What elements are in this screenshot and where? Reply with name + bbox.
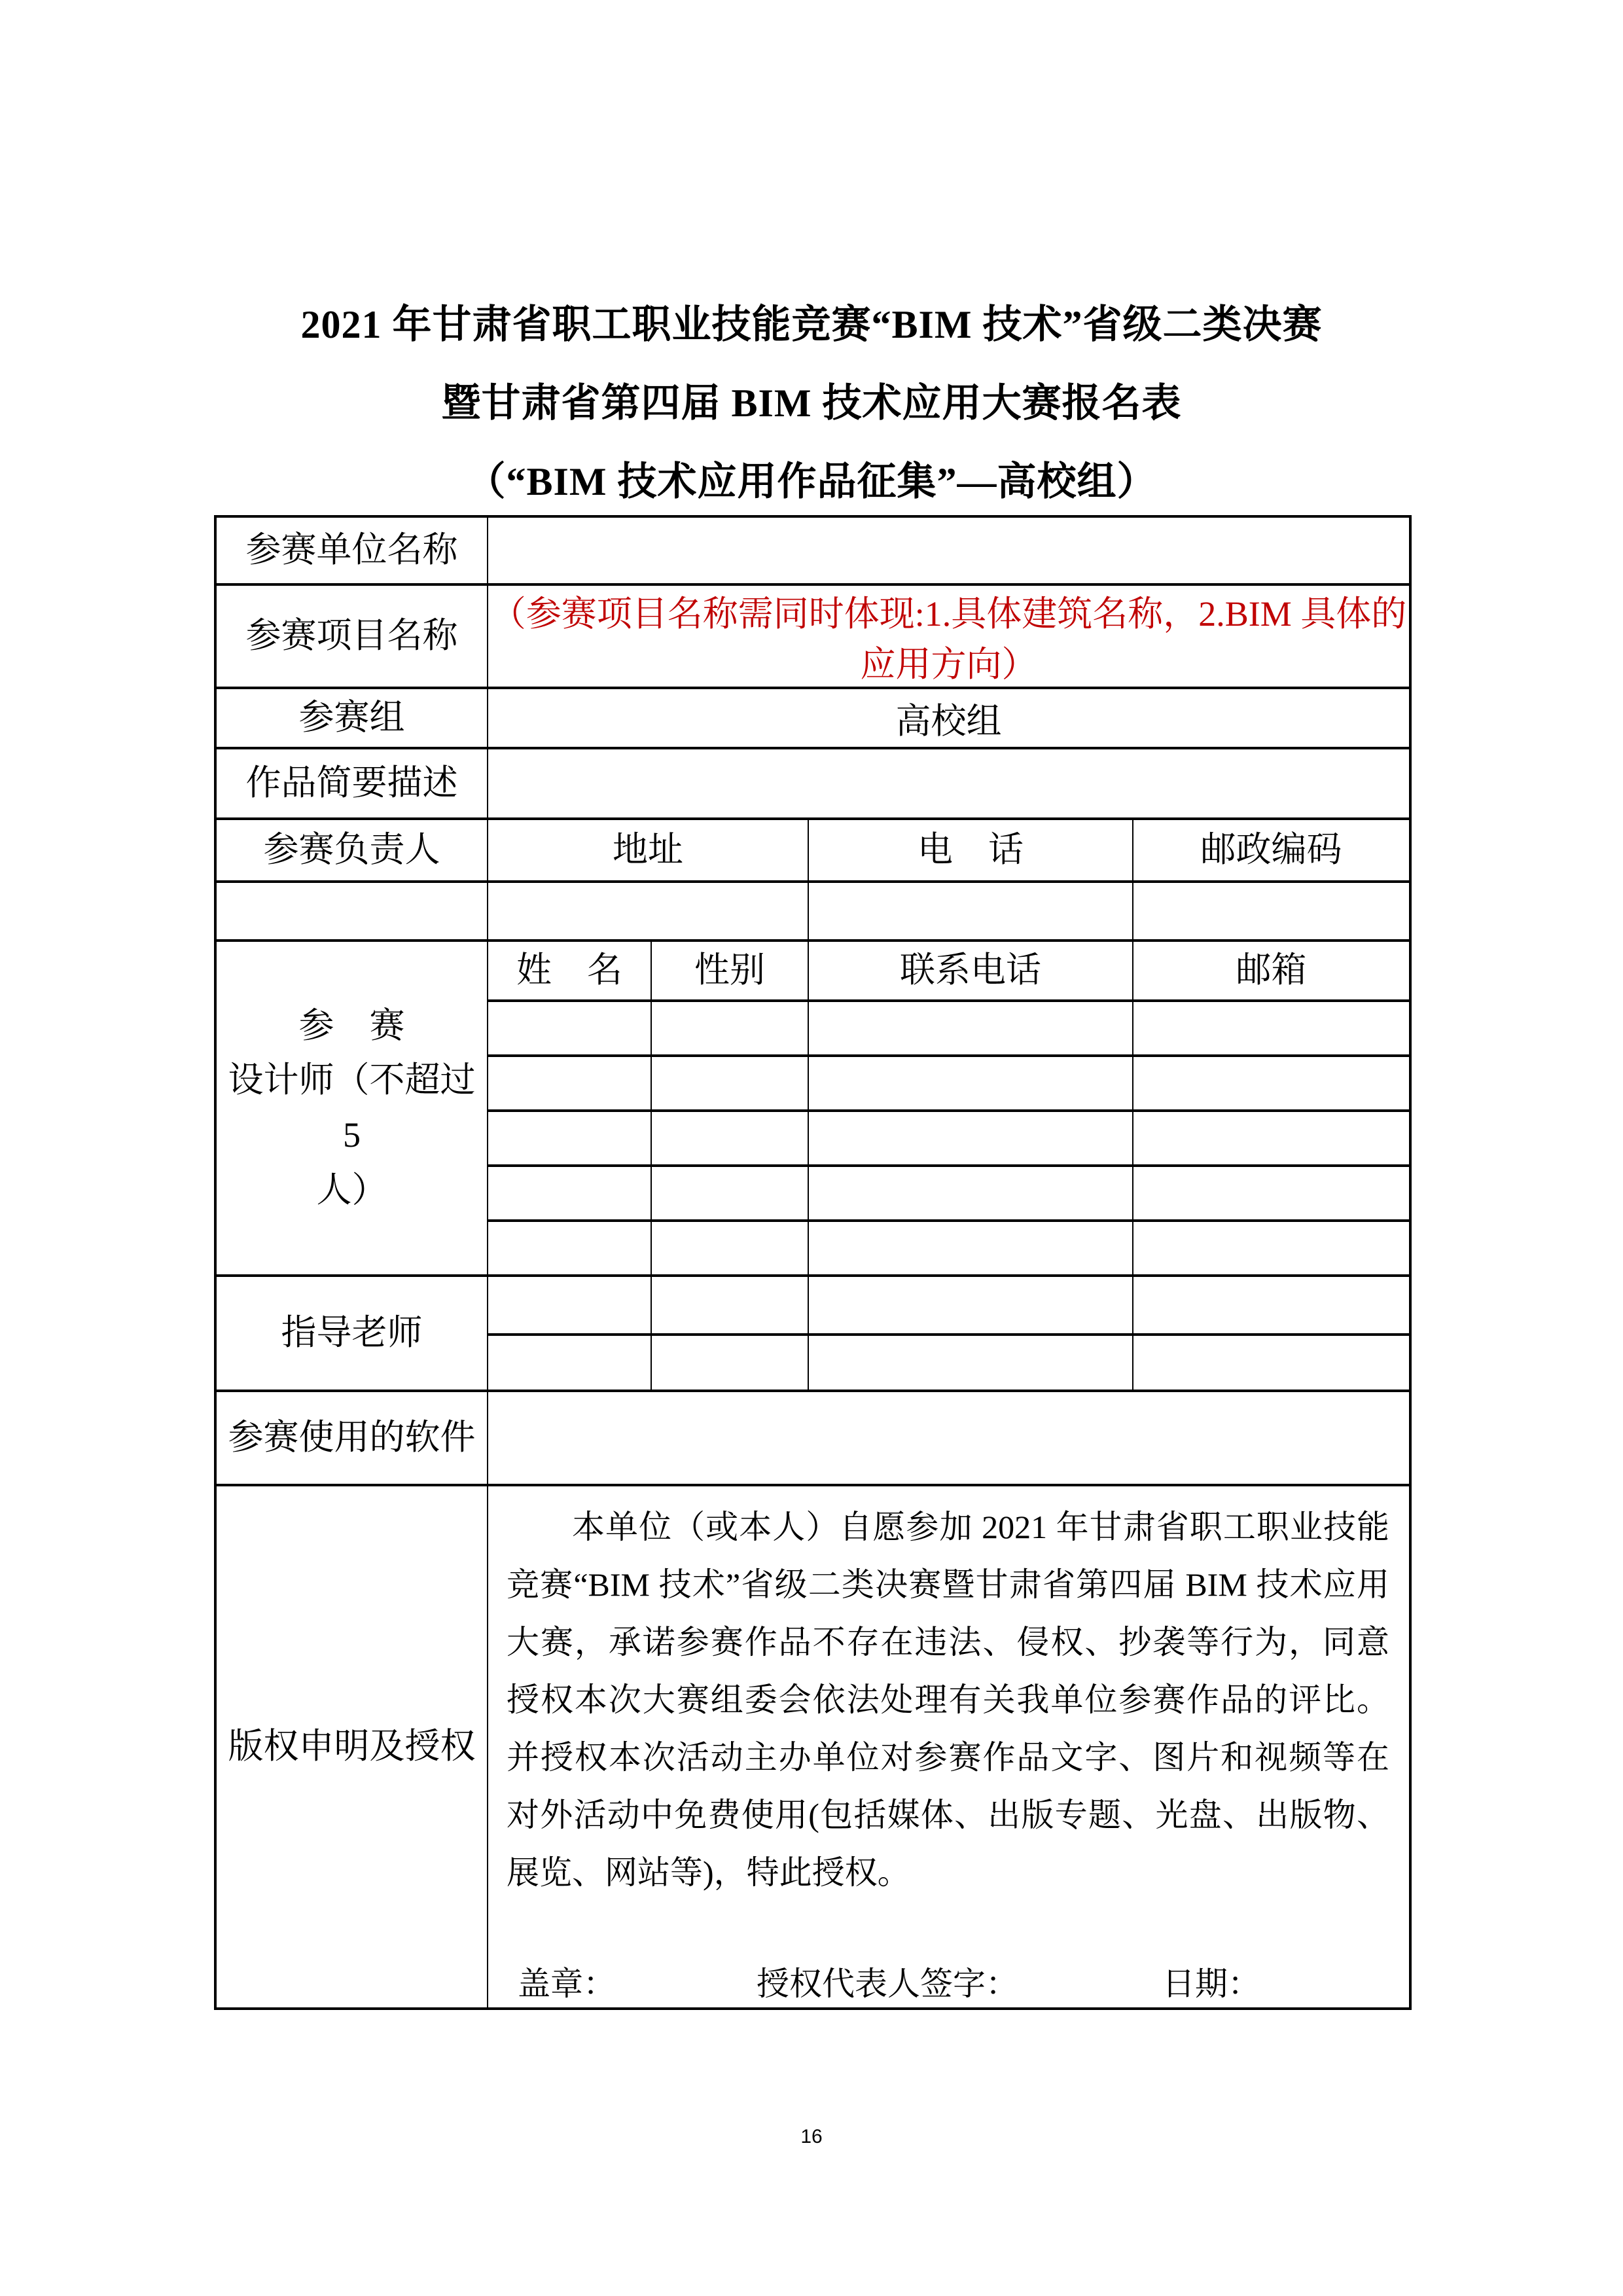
copyright-label: 版权申明及授权 <box>215 1485 488 2009</box>
table-row <box>215 584 1410 688</box>
leader-zip-input-cell[interactable] <box>1133 882 1410 941</box>
teacher-phone-input-cell[interactable] <box>808 1276 1133 1335</box>
teacher-label: 指导老师 <box>215 1276 488 1391</box>
teacher-gender-input-cell[interactable] <box>651 1276 808 1335</box>
leader-address-header: 地址 <box>488 819 808 882</box>
project-name-label: 参赛项目名称 <box>215 584 488 688</box>
designer-name-input-cell[interactable] <box>488 1001 651 1056</box>
designer-gender-input-cell[interactable] <box>651 1111 808 1166</box>
designer-label <box>215 941 488 1276</box>
page-number: 16 <box>800 2126 823 2147</box>
designer-label-line-1: 参 赛 <box>298 1005 405 1045</box>
table-row <box>215 819 1410 882</box>
designer-name-header: 姓 名 <box>488 941 651 1001</box>
leader-name-input-cell[interactable] <box>215 882 488 941</box>
project-name-note: （参赛项目名称需同时体现:1.具体建筑名称，2.BIM 具体的应用方向） <box>488 584 1410 688</box>
designer-email-header: 邮箱 <box>1133 941 1410 1001</box>
seal-label: 盖章： <box>518 1965 616 2002</box>
teacher-email-input-cell[interactable] <box>1133 1335 1410 1391</box>
teacher-name-input-cell[interactable] <box>488 1276 651 1335</box>
unit-name-label: 参赛单位名称 <box>215 516 488 584</box>
form-title <box>0 285 1623 521</box>
table-row <box>215 1391 1410 1485</box>
designer-email-input-cell[interactable] <box>1133 1221 1410 1276</box>
designer-phone-input-cell[interactable] <box>808 1001 1133 1056</box>
group-label: 参赛组 <box>215 688 488 748</box>
leader-phone-header: 电 话 <box>808 819 1133 882</box>
group-value: 高校组 <box>488 688 1410 748</box>
work-description-input-cell[interactable] <box>488 748 1410 819</box>
teacher-row <box>215 1276 1410 1335</box>
designer-gender-input-cell[interactable] <box>651 1056 808 1111</box>
unit-name-input-cell[interactable] <box>488 516 1410 584</box>
designer-label-line-2: 设计师（不超过 5 <box>228 1060 476 1155</box>
date-label: 日期： <box>1162 1965 1260 2002</box>
designer-gender-header: 性别 <box>651 941 808 1001</box>
signature-line <box>488 1958 1409 2005</box>
designer-email-input-cell[interactable] <box>1133 1166 1410 1221</box>
copyright-content-cell <box>488 1485 1410 2009</box>
designer-name-input-cell[interactable] <box>488 1166 651 1221</box>
representative-signature-label: 授权代表人签字： <box>757 1965 1018 2002</box>
table-row <box>215 516 1410 584</box>
teacher-gender-input-cell[interactable] <box>651 1335 808 1391</box>
copyright-statement: 本单位（或本人）自愿参加 2021 年甘肃省职工职业技能竞赛“BIM 技术”省级二类决赛暨甘肃省第四届 BIM 技术应用大赛，承诺参赛作品不存在违法、侵权、抄袭等行为，同意授权本次大赛组委会依法处理有关我单位参赛作品的评比。并授权本次活动主办单位对参赛作品文字、图片和视频等在对外活动中免费使用(包括媒体、出版专题、光盘、出版物、展览、网站等)，特此授权。 <box>507 1509 1389 1891</box>
form-title-line-3: （“BIM 技术应用作品征集”—高校组） <box>466 460 1157 503</box>
designer-email-input-cell[interactable] <box>1133 1111 1410 1166</box>
table-row <box>215 882 1410 941</box>
leader-address-input-cell[interactable] <box>488 882 808 941</box>
designer-phone-input-cell[interactable] <box>808 1111 1133 1166</box>
registration-form-table <box>214 515 1412 2010</box>
table-row <box>215 1485 1410 2009</box>
form-title-line-1: 2021 年甘肃省职工职业技能竞赛“BIM 技术”省级二类决赛 <box>300 303 1323 346</box>
designer-gender-input-cell[interactable] <box>651 1001 808 1056</box>
designer-phone-header: 联系电话 <box>808 941 1133 1001</box>
designer-gender-input-cell[interactable] <box>651 1166 808 1221</box>
leader-phone-input-cell[interactable] <box>808 882 1133 941</box>
table-row <box>215 688 1410 748</box>
leader-label: 参赛负责人 <box>215 819 488 882</box>
designer-phone-input-cell[interactable] <box>808 1166 1133 1221</box>
designer-name-input-cell[interactable] <box>488 1111 651 1166</box>
software-input-cell[interactable] <box>488 1391 1410 1485</box>
designer-label-line-3: 人） <box>316 1170 387 1210</box>
teacher-email-input-cell[interactable] <box>1133 1276 1410 1335</box>
designer-email-input-cell[interactable] <box>1133 1001 1410 1056</box>
teacher-phone-input-cell[interactable] <box>808 1335 1133 1391</box>
form-title-line-2: 暨甘肃省第四届 BIM 技术应用大赛报名表 <box>441 382 1182 425</box>
designer-phone-input-cell[interactable] <box>808 1221 1133 1276</box>
software-label: 参赛使用的软件 <box>215 1391 488 1485</box>
designer-name-input-cell[interactable] <box>488 1056 651 1111</box>
table-row <box>215 941 1410 1001</box>
leader-zip-header: 邮政编码 <box>1133 819 1410 882</box>
table-row <box>215 748 1410 819</box>
work-description-label: 作品简要描述 <box>215 748 488 819</box>
designer-email-input-cell[interactable] <box>1133 1056 1410 1111</box>
designer-gender-input-cell[interactable] <box>651 1221 808 1276</box>
teacher-name-input-cell[interactable] <box>488 1335 651 1391</box>
designer-name-input-cell[interactable] <box>488 1221 651 1276</box>
designer-phone-input-cell[interactable] <box>808 1056 1133 1111</box>
